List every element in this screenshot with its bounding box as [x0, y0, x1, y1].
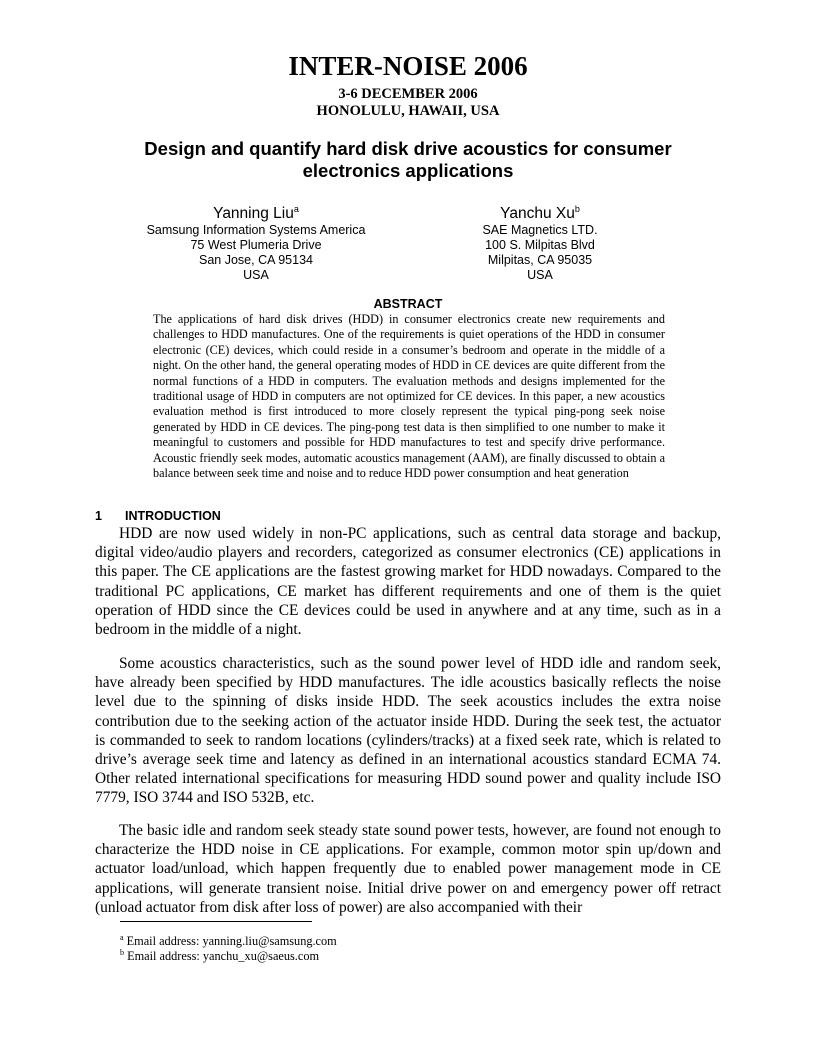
conference-dates: 3-6 DECEMBER 2006: [338, 86, 478, 102]
body-paragraph: HDD are now used widely in non-PC applications, such as central data storage and backup, digital video/audio players and recorders, categorized as consumer electronics (CE) applications in this paper. The CE applications are the fastest growing market for HDD nowadays. Compared to the traditional PC applications, CE market has different requirements and one of them is the quiet operation of HDD since the CE devices could be used in anywhere and at any time, such as in a bedroom in the middle of a night.: [95, 525, 721, 639]
author-address-line-2: San Jose, CA 95134: [199, 253, 313, 268]
author-country: USA: [527, 268, 553, 283]
footnote-b: $^b$ Email address: yanchu_xu@saeus.com: [120, 948, 320, 964]
section-number: 1: [95, 509, 102, 523]
author-address-line-2: Milpitas, CA 95035: [487, 253, 593, 268]
footnote-a: $^a$ Email address: yanning.liu@samsung.com: [120, 933, 337, 949]
author-affiliation: Samsung Information Systems America: [146, 223, 366, 238]
author-name: Yanchu Xu$^b$: [500, 204, 580, 223]
conference-location: HONOLULU, HAWAII, USA: [316, 103, 500, 119]
author-country: USA: [243, 268, 269, 283]
author-name: Yanning Liu$^a$: [213, 204, 299, 223]
abstract-text: The applications of hard disk drives (HDD) in consumer electronics create new requirements and challenges to HDD manufactures. One of the requirements is quiet operations of the HDD in consumer electronic (CE) devices, which could reside in a consumer’s bedroom and operate in the middle of a night. On the other hand, the general operating modes of HDD in CE devices are quite different from the normal functions of a HDD in computers. The evaluation methods and designs implemented for the traditional usage of HDD in computers are not optimized for CE devices. In this paper, a new acoustics evaluation method is first introduced to more closely represent the typical ping-pong seek noise generated by HDD in CE devices. The ping-pong test data is then simplified to one number to make it meaningful to customers and possible for HDD manufactures to test and specify drive performance. Acoustic friendly seek modes, automatic acoustics management (AAM), are finally discussed to obtain a balance between seek time and noise and to reduce HDD power consumption and heat generation: [153, 312, 665, 481]
section-title: INTRODUCTION: [125, 509, 221, 523]
abstract-heading: ABSTRACT: [373, 297, 443, 311]
body-paragraph: The basic idle and random seek steady state sound power tests, however, are found not enough to characterize the HDD noise in CE applications. For example, common motor spin up/down and actuator load/unload, which happen frequently due to enabled power management mode in CE applications, will generate transient noise. Initial drive power on and emergency power off retract (unload actuator from disk after loss of power) are also accompanied with their: [95, 822, 721, 916]
paper-title-line-1: Design and quantify hard disk drive acoustics for consumer: [144, 138, 672, 159]
author-affiliation: SAE Magnetics LTD.: [482, 223, 598, 238]
paper-title-line-2: electronics applications: [302, 160, 514, 181]
footnote-divider: [120, 921, 312, 922]
paper-title: [130, 138, 686, 182]
author-address-line-1: 75 West Plumeria Drive: [190, 238, 322, 253]
author-footnote-mark: b: [574, 204, 580, 214]
section-heading: [95, 509, 221, 523]
author-address-line-1: 100 S. Milpitas Blvd: [485, 238, 595, 253]
conference-title: INTER-NOISE 2006: [288, 51, 528, 81]
author-footnote-mark: a: [293, 204, 299, 214]
body-paragraph: Some acoustics characteristics, such as the sound power level of HDD idle and random seek, have already been specified by HDD manufactures. The idle acoustics basically reflects the noise level due to the spinning of disks inside HDD. The seek acoustics includes the extra noise contribution due to the seeking action of the actuator inside HDD. During the seek test, the actuator is commanded to seek to random locations (cylinders/tracks) at a fixed seek rate, which is related to drive’s average seek time and latency as defined in an international acoustics standard ECMA 74. Other related international specifications for measuring HDD sound power and quality include ISO 7779, ISO 3744 and ISO 532B, etc.: [95, 655, 721, 807]
author-block-1: [120, 200, 392, 283]
author-block-2: [440, 200, 640, 283]
